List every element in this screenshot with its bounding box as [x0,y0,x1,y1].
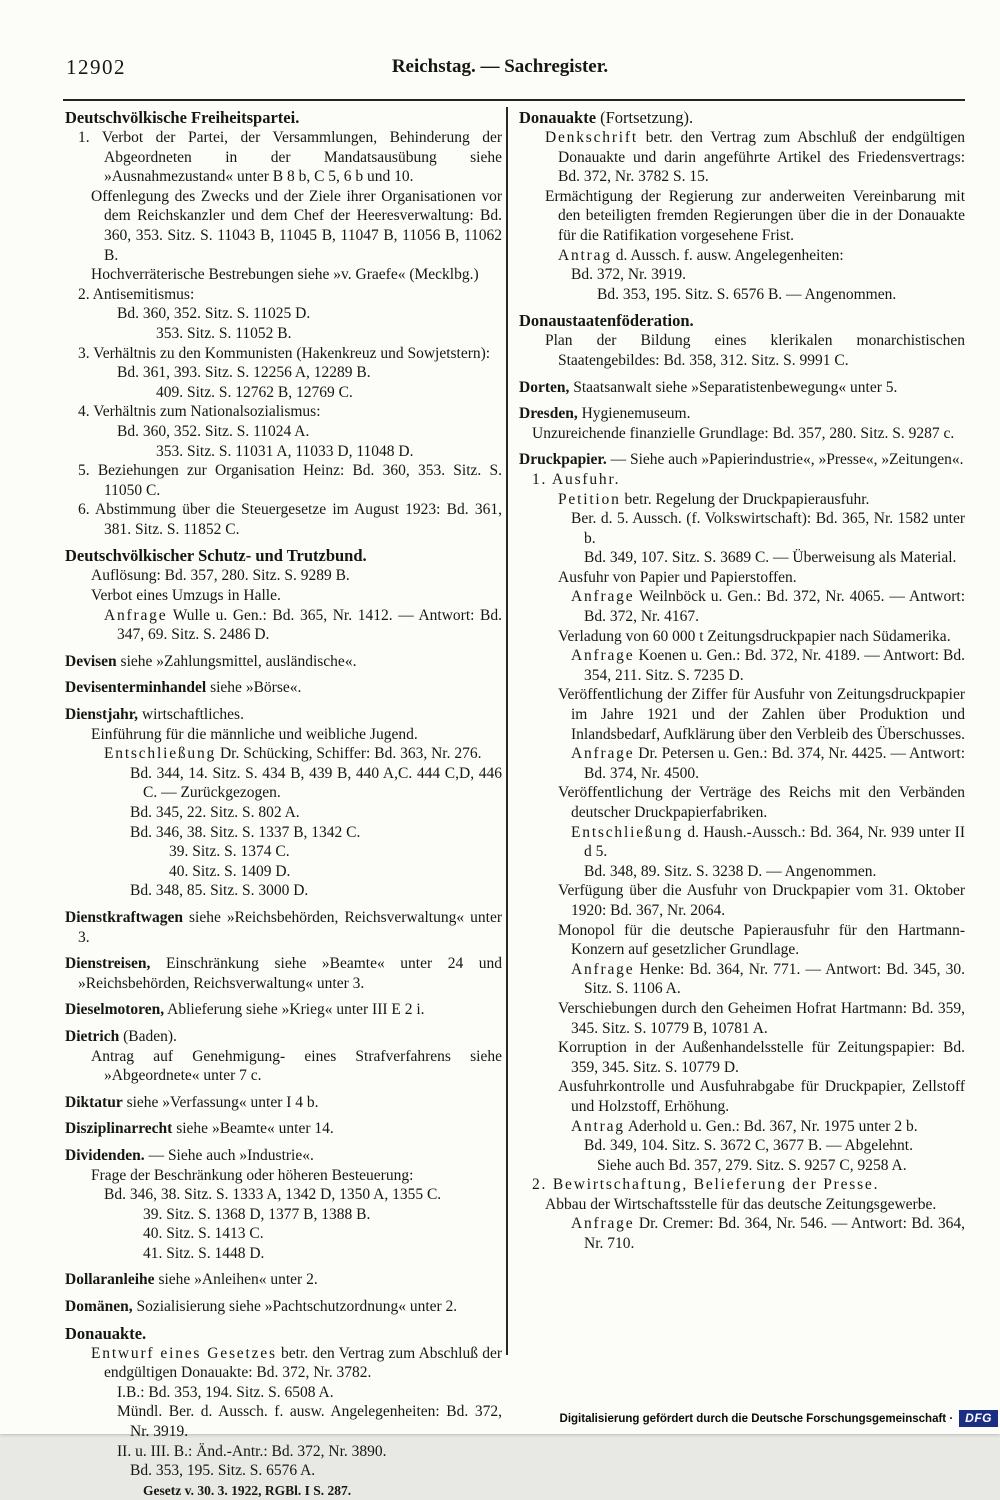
entry-text: (Baden). [119,1027,177,1045]
index-entry [519,450,965,470]
index-entry [65,265,502,285]
entry-keyword: Devisen [65,652,117,670]
entry-text: 353. Sitz. S. 11052 B. [156,324,292,342]
entry-text: d. Haush.-Aussch.: Bd. 364, Nr. 939 unter II d 5. [584,823,965,861]
index-entry [65,1297,502,1317]
index-entry [65,744,502,764]
entry-keyword: Dienstreisen, [65,955,151,973]
index-entry [519,568,965,588]
entry-keyword: Devisenterminhandel [65,679,207,697]
entry-text: siehe »Anleihen« unter 2. [154,1271,318,1289]
entry-text: Verfügung über die Ausfuhr von Druckpapier vom 31. Oktober 1920: Bd. 367, Nr. 2064. [558,882,965,919]
entry-text: Sozialisierung siehe »Pachtschutzordnung« unter 2. [132,1298,458,1316]
index-entry [65,678,502,698]
index-entry [519,685,965,744]
entry-text: Bd. 348, 89. Sitz. S. 3238 D. — Angenommen. [584,862,877,880]
entry-text: Bd. 353, 195. Sitz. S. 6576 B. — Angenommen. [597,285,897,303]
entry-text: I.B.: Bd. 353, 194. Sitz. S. 6508 A. [117,1383,334,1401]
index-entry [65,187,502,265]
index-entry [65,442,502,462]
entry-text: Staatsanwalt siehe »Separatistenbewegung« unter 5. [569,378,898,396]
index-entry [65,422,502,442]
entry-text: 40. Sitz. S. 1413 C. [143,1225,264,1243]
entry-text: Ausfuhrkontrolle und Ausfuhrabgabe für Druckpapier, Zellstoff und Holzstoff, Erhöhung. [558,1078,965,1115]
index-entry [519,999,965,1038]
entry-text: Wulle u. Gen.: Bd. 365, Nr. 1412. — Antwort: Bd. 347, 69. Sitz. S. 2486 D. [117,606,502,644]
entry-text: 409. Sitz. S. 12762 B, 12769 C. [156,383,353,401]
entry-text: 1. Verbot der Partei, der Versammlungen, Behinderung der Abgeordneten in der Mandatsausübung siehe »Ausnahmezustand« unter B 8 b, C 5, 6 b und 10. [78,129,502,186]
entry-text: Frage der Beschränkung oder höheren Besteuerung: [91,1166,414,1184]
entry-text: betr. den Vertrag zum Abschluß der endgültigen Donauakte und darin angeführte Artikel des Friedensvertrags: Bd. 372, Nr. 3782 S. 15. [558,129,965,186]
entry-text: siehe »Zahlungsmittel, ausländische«. [116,652,357,670]
entry-text: Koenen u. Gen.: Bd. 372, Nr. 4189. — Antwort: Bd. 354, 211. Sitz. S. 7235 D. [584,647,965,684]
index-entry [65,1402,502,1441]
index-entry [65,285,502,305]
index-entry [519,587,965,626]
index-entry [65,908,502,947]
entry-text: Verladung von 60 000 t Zeitungsdruckpapier nach Südamerika. [558,627,951,645]
entry-lead-spaced: 2. Bewirtschaftung, Belieferung der Presse. [532,1176,880,1194]
index-entry [65,1146,502,1166]
entry-text: siehe »Beamte« unter 14. [172,1120,334,1138]
entry-text: — Siehe auch »Papierindustrie«, »Presse«, »Zeitungen«. [606,451,964,469]
entry-text: Einschränkung siehe »Beamte« unter 24 und »Reichsbehörden, Reichsverwaltung« unter 3. [78,955,502,992]
entry-lead-spaced: Antrag [571,1117,625,1135]
entry-text: Aderhold u. Gen.: Bd. 367, Nr. 1975 unter 2 b. [624,1117,918,1135]
index-entry [65,1224,502,1244]
index-entry [519,646,965,685]
index-entry [65,1244,502,1264]
right-column [519,108,965,1254]
entry-text: Hygienemuseum. [577,405,691,423]
index-heading [519,311,965,331]
entry-text: Einführung für die männliche und weibliche Jugend. [91,725,418,743]
index-entry [65,586,502,606]
index-entry [519,246,965,266]
entry-text: Bd. 372, Nr. 3919. [571,266,686,284]
entry-text: betr. Regelung der Druckpapierausfuhr. [620,490,870,508]
left-column [65,108,502,1500]
entry-text: Veröffentlichung der Verträge des Reichs mit den Verbänden deutscher Druckpapierfabriken. [558,784,965,821]
index-entry [65,304,502,324]
entry-keyword: Dienstjahr, [65,706,139,724]
column-divider-rule [506,107,508,1355]
entry-keyword: Dresden, [519,405,578,423]
index-entry [519,1077,965,1116]
entry-keyword: Deutschvölkischer Schutz- und Trutzbund. [65,546,367,566]
index-entry [519,509,965,548]
entry-keyword: Dorten, [519,378,570,396]
entry-text: Bd. 345, 22. Sitz. S. 802 A. [130,804,300,821]
entry-keyword: Diktatur [65,1093,123,1111]
entry-text: — Siehe auch »Industrie«. [144,1146,314,1164]
entry-text: Monopol für die deutsche Papierausfuhr für den Hartmann-Konzern auf gesetzlicher Grundlage. [558,921,965,959]
entry-text: Henke: Bd. 364, Nr. 771. — Antwort: Bd. 345, 30. Sitz. S. 1106 A. [584,960,965,998]
entry-text: 5. Beziehungen zur Organisation Heinz: Bd. 360, 353. Sitz. S. 11050 C. [78,462,502,499]
index-entry [65,324,502,344]
index-entry [519,862,965,882]
entry-text: Ber. d. 5. Aussch. (f. Volkswirtschaft): Bd. 365, Nr. 1582 unter b. [571,510,965,547]
entry-text: Bd. 353, 195. Sitz. S. 6576 A. [130,1462,316,1480]
index-entry [519,1195,965,1215]
index-entry [65,383,502,403]
index-entry [65,954,502,993]
index-entry [519,331,965,370]
index-entry [519,921,965,960]
index-entry [519,1117,965,1137]
entry-text: II. u. III. B.: Änd.-Antr.: Bd. 372, Nr. 3890. [117,1442,387,1460]
entry-text: d. Aussch. f. ausw. Angelegenheiten: [611,246,844,264]
index-entry [519,285,965,305]
entry-text: Siehe auch Bd. 357, 279. Sitz. S. 9257 C, 9258 A. [597,1156,907,1174]
index-entry [65,1481,502,1500]
entry-lead-spaced: Antrag [558,246,612,264]
index-entry [65,1119,502,1139]
index-entry [519,187,965,246]
entry-text: betr. den Vertrag zum Abschluß der endgültigen Donauakte: Bd. 372, Nr. 3782. [104,1344,502,1382]
entry-text: Plan der Bildung eines klerikalen monarchistischen Staatengebildes: Bd. 358, 312. Sitz. S. 9991 C. [545,332,965,369]
entry-keyword: Dieselmotoren, [65,1001,165,1019]
entry-text: Abbau der Wirtschaftsstelle für das deutsche Zeitungsgewerbe. [545,1195,937,1213]
entry-text: Auflösung: Bd. 357, 280. Sitz. S. 9289 B. [91,567,350,585]
index-entry [65,803,502,823]
entry-text: 6. Abstimmung über die Steuergesetze im August 1923: Bd. 361, 381. Sitz. S. 11852 C. [78,501,502,538]
index-entry [65,1270,502,1290]
entry-text: Ermächtigung der Regierung zur anderweiten Vereinbarung mit den beteiligten fremden Regierungen über die in der Donauakte für die Ratifikation vorgesehene Frist. [545,187,965,244]
entry-text: Weilnböck u. Gen.: Bd. 372, Nr. 4065. — Antwort: Bd. 372, Nr. 4167. [584,588,965,626]
entry-text: Bd. 348, 85. Sitz. S. 3000 D. [130,882,309,900]
entry-lead-spaced: Anfrage [571,647,635,665]
entry-text: 4. Verhältnis zum Nationalsozialismus: [78,403,321,421]
index-entry [65,1047,502,1086]
index-entry [65,1383,502,1403]
index-entry [519,470,965,490]
index-entry [519,1038,965,1077]
entry-text: Offenlegung des Zwecks und der Ziele ihrer Organisationen vor dem Reichskanzler und dem Chef der Heeresverwaltung: Bd. 360, 353. Sitz. S. 11043 B, 11045 B, 11047 B, 11056 B, 11062 B. [91,187,502,264]
entry-lead-spaced: 1. Ausfuhr. [532,470,621,488]
entry-text: Bd. 346, 38. Sitz. S. 1337 B, 1342 C. [130,823,361,841]
index-entry [65,402,502,422]
entry-text: 41. Sitz. S. 1448 D. [143,1244,265,1262]
entry-text: Bd. 344, 14. Sitz. S. 434 B, 439 B, 440 A,C. 444 C,D, 446 C. — Zurückgezogen. [130,764,502,802]
entry-text: Bd. 349, 104. Sitz. S. 3672 C, 3677 B. — Abgelehnt. [584,1137,913,1155]
digitization-credit: Digitalisierung gefördert durch die Deutsche Forschungsgemeinschaft · [559,1412,954,1425]
entry-text: 353. Sitz. S. 11031 A, 11033 D, 11048 D. [156,442,414,460]
entry-keyword: Donauakte [519,108,597,127]
index-entry [65,1185,502,1205]
index-entry [519,424,965,444]
index-entry [65,1344,502,1383]
index-entry [65,1205,502,1225]
index-entry [519,823,965,862]
index-entry [65,764,502,803]
entry-text: 3. Verhältnis zu den Kommunisten (Hakenkreuz und Sowjetstern): [78,344,491,362]
entry-text: Dr. Petersen u. Gen.: Bd. 374, Nr. 4425. — Antwort: Bd. 374, Nr. 4500. [584,745,965,782]
entry-text: Bd. 349, 107. Sitz. S. 3689 C. — Überweisung als Material. [584,549,957,567]
index-entry [65,606,502,645]
index-heading [65,1324,502,1344]
index-heading [65,108,502,128]
page-number: 12902 [66,55,126,79]
entry-keyword: Gesetz v. 30. 3. 1922, RGBl. I S. 287. [143,1482,352,1498]
entry-keyword: Domänen, [65,1298,133,1316]
index-entry [519,1156,965,1176]
entry-lead-spaced: Anfrage [104,606,168,624]
entry-keyword: Donaustaatenföderation. [519,311,694,331]
entry-text: Antrag auf Genehmigung- eines Strafverfahrens siehe »Abgeordnete« unter 7 c. [91,1047,502,1085]
header-rule [63,99,965,101]
entry-keyword: Druckpapier. [519,451,607,469]
entry-lead-spaced: Entwurf eines Gesetzes [91,1344,277,1362]
index-heading [65,546,502,566]
index-entry [519,960,965,999]
index-entry [65,705,502,725]
entry-text: 39. Sitz. S. 1368 D, 1377 B, 1388 B. [143,1205,371,1223]
index-entry [65,725,502,745]
index-entry [519,1175,965,1195]
entry-keyword: Donauakte. [65,1323,147,1343]
index-entry [519,404,965,424]
index-entry [65,823,502,843]
entry-lead-spaced: Entschließung [104,745,217,763]
entry-text: Ausfuhr von Papier und Papierstoffen. [558,568,797,586]
entry-text: (Fortsetzung). [596,108,694,127]
page-title: Reichstag. — Sachregister. [391,56,609,77]
index-entry [519,128,965,187]
index-entry [519,378,965,398]
index-entry [65,1000,502,1020]
entry-text: Korruption in der Außenhandelsstelle für Zeitungspapier: Bd. 359, 345. Sitz. S. 10779 D. [558,1039,965,1076]
entry-text: siehe »Verfassung« unter I 4 b. [122,1093,319,1111]
entry-text: 39. Sitz. S. 1374 C. [169,843,290,861]
entry-text: 2. Antisemitismus: [78,285,195,303]
entry-text: Bd. 361, 393. Sitz. S. 12256 A, 12289 B. [117,364,371,382]
entry-text: siehe »Börse«. [206,679,302,697]
index-entry [65,1093,502,1113]
entry-lead-spaced: Anfrage [571,745,635,763]
index-entry [65,344,502,364]
entry-lead-spaced: Anfrage [571,1215,635,1233]
index-entry [519,490,965,510]
index-entry [65,862,502,882]
index-entry [519,265,965,285]
index-entry [519,1136,965,1156]
entry-keyword: Dienstkraftwagen [65,908,183,926]
entry-text: Mündl. Ber. d. Aussch. f. ausw. Angelegenheiten: Bd. 372, Nr. 3919. [117,1403,502,1441]
entry-text: Bd. 346, 38. Sitz. S. 1333 A, 1342 D, 1350 A, 1355 C. [104,1186,442,1204]
footer-credit-bar [560,1410,998,1427]
index-entry [65,652,502,672]
index-entry [519,881,965,920]
index-entry [519,1214,965,1253]
entry-text: Bd. 360, 352. Sitz. S. 11025 D. [117,305,311,323]
index-heading [519,108,965,128]
index-entry [65,842,502,862]
entry-keyword: Dollaranleihe [65,1271,155,1289]
index-entry [65,461,502,500]
entry-lead-spaced: Anfrage [571,588,635,606]
dfg-logo: DFG [959,1410,998,1427]
entry-text: Verschiebungen durch den Geheimen Hofrat Hartmann: Bd. 359, 345. Sitz. S. 10779 B, 10781 A. [558,999,965,1037]
entry-text: Verbot eines Umzugs in Halle. [91,587,281,605]
entry-keyword: Dividenden. [65,1146,145,1164]
index-entry [519,627,965,647]
entry-text: Dr. Cremer: Bd. 364, Nr. 546. — Antwort: Bd. 364, Nr. 710. [584,1215,965,1253]
entry-lead-spaced: Petition [558,490,621,508]
index-entry [65,881,502,901]
entry-keyword: Deutschvölkische Freiheitspartei. [65,108,300,127]
entry-keyword: Disziplinarrecht [65,1120,173,1138]
entry-lead-spaced: Anfrage [571,960,635,978]
entry-text: Veröffentlichung der Ziffer für Ausfuhr von Zeitungsdruckpapier im Jahre 1921 und der Zahlen über Produktion und Inlandsbedarf, Aufklärung über den Verbleib des Überschusses. [558,686,965,743]
entry-text: Unzureichende finanzielle Grundlage: Bd. 357, 280. Sitz. S. 9287 c. [532,424,955,442]
index-entry [65,500,502,539]
index-entry [519,548,965,568]
entry-text: 40. Sitz. S. 1409 D. [169,862,291,880]
index-entry [65,363,502,383]
index-entry [65,1442,502,1462]
entry-text: siehe »Reichsbehörden, Reichsverwaltung« unter 3. [78,908,502,946]
entry-text: Dr. Schücking, Schiffer: Bd. 363, Nr. 276. [216,745,482,763]
index-entry [65,1461,502,1481]
entry-text: Bd. 360, 352. Sitz. S. 11024 A. [117,422,310,440]
entry-keyword: Dietrich [65,1027,120,1045]
entry-text: wirtschaftliches. [138,706,244,724]
index-entry [519,744,965,783]
index-entry [65,566,502,586]
index-entry [519,783,965,822]
entry-lead-spaced: Entschließung [571,823,684,841]
entry-text: Ablieferung siehe »Krieg« unter III E 2 i. [164,1001,425,1019]
index-entry [65,1166,502,1186]
index-entry [65,128,502,187]
entry-lead-spaced: Denkschrift [545,129,638,146]
index-entry [65,1027,502,1047]
entry-text: Hochverräterische Bestrebungen siehe »v. Graefe« (Mecklbg.) [91,266,479,284]
